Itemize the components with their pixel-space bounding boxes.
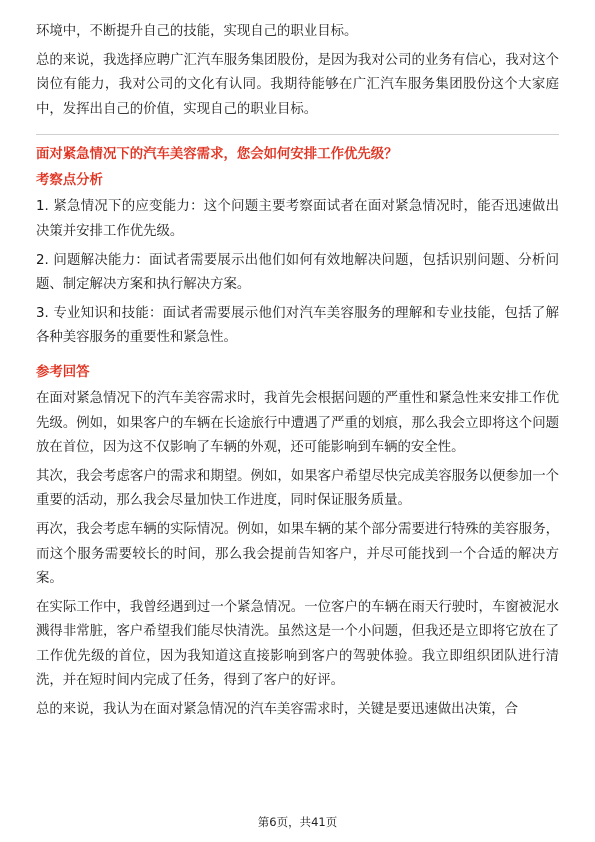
intro-paragraph-2: 总的来说，我选择应聘广汇汽车服务集团股份，是因为我对公司的业务有信心，我对这个岗位有能力，我对公司的文化有认同。我期待能够在广汇汽车服务集团股份这个大家庭中，发挥出自己的价值，实现自己的职业目标。	[36, 52, 559, 117]
answer-paragraph-4: 在实际工作中，我曾经遇到过一个紧急情况。一位客户的车辆在雨天行驶时，车窗被泥水溅得非常脏，客户希望我们能尽快清洗。虽然这是一个小问题，但我还是立即将它放在了工作优先级的首位，因为我知道这直接影响到客户的驾驶体验。我立即组织团队进行清洗，并在短时间内完成了任务，得到了客户的好评。	[36, 599, 559, 689]
answer-heading: 参考回答	[36, 364, 90, 380]
analysis-item-1: 1. 紧急情况下的应变能力：这个问题主要考察面试者在面对紧急情况时，能否迅速做出决策并安排工作优先级。	[36, 199, 559, 239]
analysis-item-2: 2. 问题解决能力：面试者需要展示出他们如何有效地解决问题，包括识别问题、分析问题、制定解决方案和执行解决方案。	[36, 252, 559, 293]
page-content	[36, 20, 559, 727]
question-title: 面对紧急情况下的汽车美容需求，您会如何安排工作优先级？	[36, 147, 398, 163]
section-divider	[36, 134, 559, 135]
answer-paragraph-2: 其次，我会考虑客户的需求和期望。例如，如果客户希望尽快完成美容服务以便参加一个重要的活动，那么我会尽量加快工作进度，同时保证服务质量。	[36, 468, 559, 509]
analysis-heading: 考察点分析	[36, 173, 103, 189]
page-footer: 第6页，共41页	[257, 815, 338, 829]
answer-paragraph-1: 在面对紧急情况下的汽车美容需求时，我首先会根据问题的严重性和紧急性来安排工作优先级。例如，如果客户的车辆在长途旅行中遭遇了严重的划痕，那么我会立即将这个问题放在首位，因为这不仅影响了车辆的外观，还可能影响到车辆的安全性。	[36, 390, 559, 456]
answer-paragraph-5: 总的来说，我认为在面对紧急情况的汽车美容需求时，关键是要迅速做出决策，合	[36, 702, 519, 718]
analysis-item-3: 3. 专业知识和技能：面试者需要展示他们对汽车美容服务的理解和专业技能，包括了解各种美容服务的重要性和紧急性。	[36, 305, 559, 346]
answer-paragraph-3: 再次，我会考虑车辆的实际情况。例如，如果车辆的某个部分需要进行特殊的美容服务，而这个服务需要较长的时间，那么我会提前告知客户，并尽可能找到一个合适的解决方案。	[36, 521, 559, 587]
intro-paragraph-1: 环境中，不断提升自己的技能，实现自己的职业目标。	[36, 24, 358, 39]
